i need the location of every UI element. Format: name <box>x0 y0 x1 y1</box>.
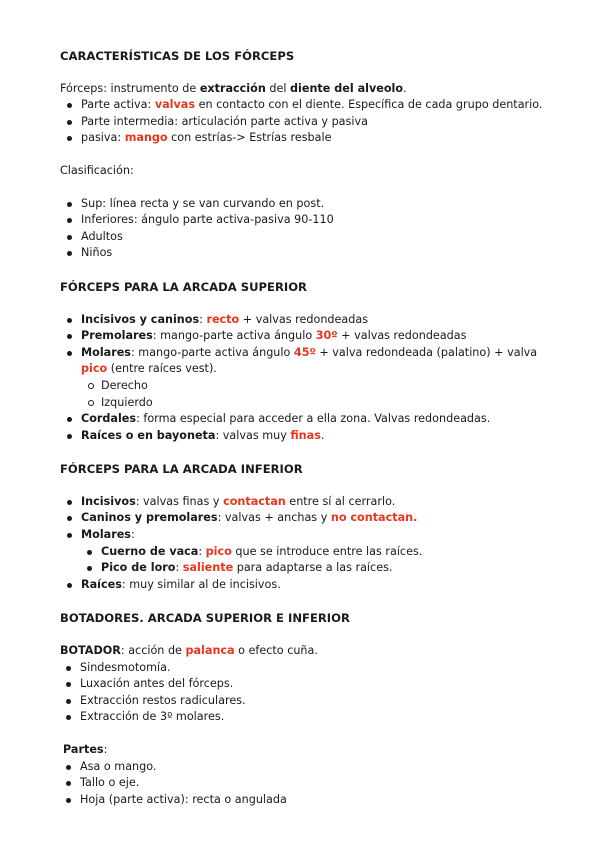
list-item: Cuerno de vaca: pico que se introduce entre las raíces. <box>101 544 560 561</box>
botador-uses-list <box>60 660 560 726</box>
list-item: Niños <box>81 245 560 262</box>
heading-arcada-inferior: FÓRCEPS PARA LA ARCADA INFERIOR <box>60 462 303 477</box>
molares-sublist <box>81 378 560 411</box>
list-item: Molares: Cuerno de vaca: pico que se introduce entre las raíces. Pico de loro: saliente para adaptarse a las raíces. <box>81 527 560 577</box>
list-item: Raíces: muy similar al de incisivos. <box>81 577 560 594</box>
list-item: Luxación antes del fórceps. <box>80 676 560 693</box>
list-item: Asa o mango. <box>80 759 560 776</box>
list-item: Tallo o eje. <box>80 775 560 792</box>
list-item: Sindesmotomía. <box>80 660 560 677</box>
heading-arcada-superior: FÓRCEPS PARA LA ARCADA SUPERIOR <box>60 279 307 294</box>
molares-inferior-sublist <box>81 544 560 577</box>
heading-caracteristicas: CARACTERÍSTICAS DE LOS FÓRCEPS <box>60 49 295 63</box>
arcada-superior-list <box>60 312 560 445</box>
list-item: Caninos y premolares: valvas + anchas y no contactan. <box>81 510 560 527</box>
clasificacion-list <box>60 196 560 262</box>
list-item: Extracción de 3º molares. <box>80 709 560 726</box>
heading-botadores: BOTADORES. ARCADA SUPERIOR E INFERIOR <box>60 611 350 626</box>
list-item: Parte activa: valvas en contacto con el diente. Específica de cada grupo dentario. <box>81 97 560 114</box>
list-item: Molares: mango-parte activa ángulo 45º + valva redondeada (palatino) + valva pico (entre raíces vest). Derecho Izquierdo <box>81 345 560 411</box>
partes-label: Partes: <box>63 743 108 756</box>
list-item: Adultos <box>81 229 560 246</box>
list-item: Incisivos: valvas finas y contactan entre sí al cerrarlo. <box>81 494 560 511</box>
list-item: Premolares: mango-parte activa ángulo 30º + valvas redondeadas <box>81 328 560 345</box>
forceps-definition: Fórceps: instrumento de extracción del diente del alveolo. <box>60 81 407 95</box>
list-item: pasiva: mango con estrías-> Estrías resbale <box>81 130 560 147</box>
list-item: Incisivos y caninos: recto + valvas redondeadas <box>81 312 560 329</box>
list-item: Hoja (parte activa): recta o angulada <box>80 792 560 809</box>
clasificacion-label: Clasificación: <box>60 163 134 177</box>
botador-definition: BOTADOR: acción de palanca o efecto cuña. <box>60 644 318 658</box>
list-item: Sup: línea recta y se van curvando en post. <box>81 196 560 213</box>
list-item: Derecho <box>101 378 560 395</box>
list-item: Izquierdo <box>101 395 560 412</box>
list-item: Cordales: forma especial para acceder a ella zona. Valvas redondeadas. <box>81 411 560 428</box>
partes-list <box>60 759 560 809</box>
document-page <box>60 48 560 808</box>
list-item: Pico de loro: saliente para adaptarse a las raíces. <box>101 560 560 577</box>
list-item: Extracción restos radiculares. <box>80 693 560 710</box>
parts-list <box>60 97 560 147</box>
list-item: Parte intermedia: articulación parte activa y pasiva <box>81 114 560 131</box>
arcada-inferior-list <box>60 494 560 594</box>
list-item: Inferiores: ángulo parte activa-pasiva 90-110 <box>81 212 560 229</box>
list-item: Raíces o en bayoneta: valvas muy finas. <box>81 428 560 445</box>
